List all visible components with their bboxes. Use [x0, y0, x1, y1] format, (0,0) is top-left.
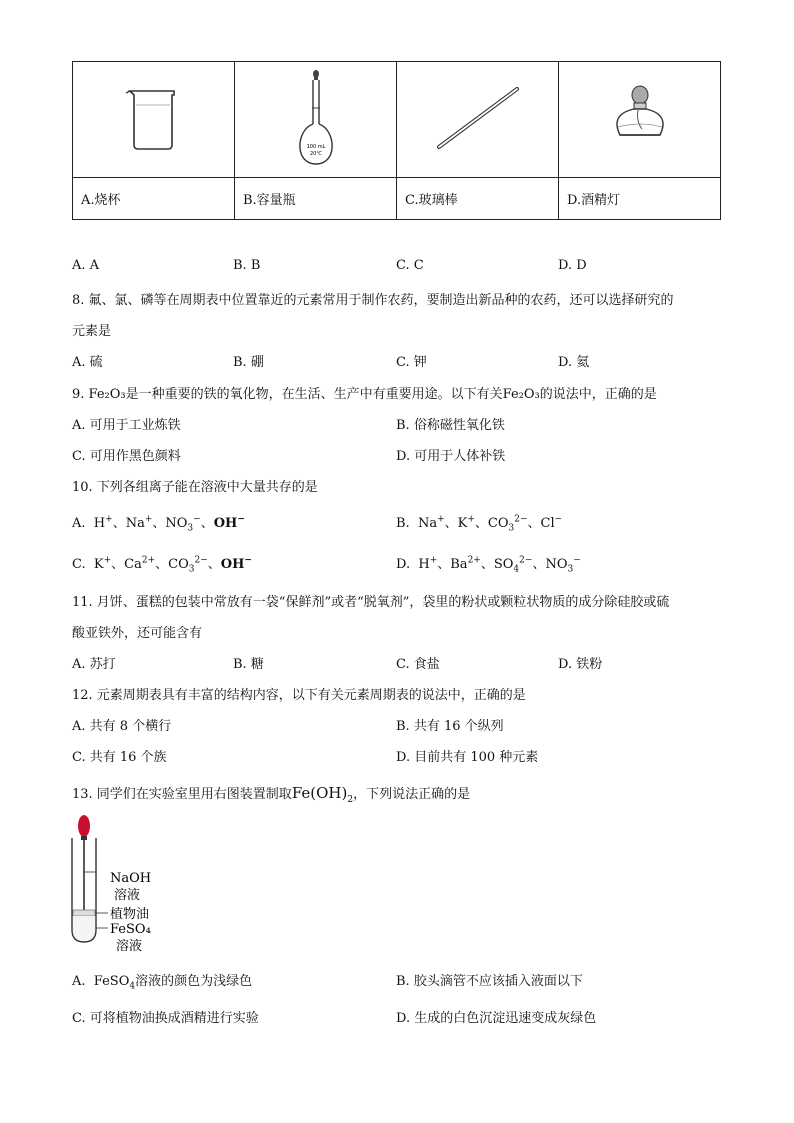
- q12-option-a[interactable]: A. 共有 8 个横行: [72, 719, 172, 734]
- q13-formula: $Fe(OH)_2$: [291, 784, 354, 805]
- q8-option-c[interactable]: C. 钾: [396, 355, 427, 370]
- label-beaker: A.烧杯: [73, 178, 235, 220]
- q10-option-b[interactable]: B. Na+、K+、$CO_3^{2-}$、Cl−: [396, 514, 563, 534]
- q12-option-b[interactable]: B. 共有 16 个纵列: [396, 719, 504, 734]
- label-glass-rod: C.玻璃棒: [397, 178, 559, 220]
- diagram-label-vegetable-oil: 植物油: [110, 907, 150, 922]
- diagram-label-solution-2: 溶液: [116, 939, 143, 954]
- volumetric-flask-icon: [286, 68, 346, 168]
- q9-option-c[interactable]: C. 可用作黑色颜料: [72, 449, 181, 464]
- q9-formula-2: Fe₂O₃: [502, 387, 540, 402]
- q9-stem-mid: 是一种重要的铁的氧化物，在生活、生产中有重要用途。以下有关: [125, 387, 503, 402]
- q11-option-d[interactable]: D. 铁粉: [558, 657, 603, 672]
- label-alcohol-lamp: D.酒精灯: [559, 178, 721, 220]
- q10-option-d[interactable]: D. H+、$Ba^{2+}$、$SO_4^{2-}$、$NO_3^-$: [396, 555, 581, 575]
- q8-stem-line2: 元素是: [72, 324, 112, 339]
- q8-option-a[interactable]: A. 硫: [72, 355, 103, 370]
- q12-stem: 12. 元素周期表具有丰富的结构内容，以下有关元素周期表的说法中，正确的是: [72, 688, 526, 703]
- test-tube-diagram: [62, 812, 172, 958]
- label-volumetric-flask: B.容量瓶: [235, 178, 397, 220]
- alcohol-lamp-cell: [559, 62, 721, 178]
- alcohol-lamp-icon: [610, 83, 670, 153]
- q9-number: 9.: [72, 387, 85, 402]
- q9-option-b[interactable]: B. 俗称磁性氧化铁: [396, 418, 505, 433]
- q9-stem-post: 的说法中，正确的是: [539, 387, 657, 402]
- glass-rod-cell: [397, 62, 559, 178]
- q12-option-c[interactable]: C. 共有 16 个族: [72, 750, 167, 765]
- q12-option-d[interactable]: D. 目前共有 100 种元素: [396, 750, 539, 765]
- q13-option-d[interactable]: D. 生成的白色沉淀迅速变成灰绿色: [396, 1011, 597, 1026]
- q13-stem: 13. 同学们在实验室里用右图装置制取$Fe(OH)_2$，下列说法正确的是: [72, 784, 471, 805]
- apparatus-table: [72, 61, 721, 220]
- q13-option-b[interactable]: B. 胶头滴管不应该插入液面以下: [396, 974, 583, 989]
- beaker-cell: [73, 62, 235, 178]
- q7-option-b[interactable]: B. B: [233, 258, 261, 273]
- glass-rod-icon: [433, 83, 523, 153]
- q8-stem-line1: 8. 氟、氯、磷等在周期表中位置靠近的元素常用于制作农药，要制造出新品种的农药，还可以选择研究的: [72, 293, 674, 308]
- q11-option-c[interactable]: C. 食盐: [396, 657, 440, 672]
- q11-option-b[interactable]: B. 糖: [233, 657, 264, 672]
- q10-stem: 10. 下列各组离子能在溶液中大量共存的是: [72, 480, 318, 495]
- dropper-bulb: [78, 815, 90, 837]
- q9-option-a[interactable]: A. 可用于工业炼铁: [72, 418, 181, 433]
- q7-option-d[interactable]: D. D: [558, 258, 587, 273]
- q9-option-d[interactable]: D. 可用于人体补铁: [396, 449, 506, 464]
- diagram-label-naoh: NaOH: [110, 871, 152, 886]
- q13-option-c[interactable]: C. 可将植物油换成酒精进行实验: [72, 1011, 259, 1026]
- q11-stem-line2: 酸亚铁外，还可能含有: [72, 626, 203, 641]
- q8-option-b[interactable]: B. 硼: [233, 355, 264, 370]
- flask-temp-text: 20℃: [309, 150, 322, 157]
- q11-option-a[interactable]: A. 苏打: [72, 657, 116, 672]
- q10-option-a[interactable]: A. H+、Na+、$NO_3^-$、OH−: [72, 514, 245, 534]
- q7-option-c[interactable]: C. C: [396, 258, 424, 273]
- q10-option-c[interactable]: C. K+、$Ca^{2+}$、$CO_3^{2-}$、OH−: [72, 555, 252, 575]
- q9-formula-1: Fe₂O₃: [88, 387, 126, 402]
- q9-stem: [72, 383, 657, 402]
- q13-option-a[interactable]: A. FeSO$_4$溶液的颜色为浅绿色: [72, 974, 253, 992]
- diagram-label-feso4: FeSO₄: [110, 922, 151, 937]
- q7-option-a[interactable]: A. A: [72, 258, 100, 273]
- flask-volume-text: 100 mL: [306, 143, 325, 150]
- beaker-icon: [124, 83, 184, 153]
- diagram-label-solution-1: 溶液: [114, 888, 141, 903]
- volumetric-flask-cell: [235, 62, 397, 178]
- q8-option-d[interactable]: D. 氦: [558, 355, 590, 370]
- q11-stem-line1: 11. 月饼、蛋糕的包装中常放有一袋“保鲜剂”或者“脱氧剂”，袋里的粉状或颗粒状物质的成分除硅胶或硫: [72, 595, 670, 610]
